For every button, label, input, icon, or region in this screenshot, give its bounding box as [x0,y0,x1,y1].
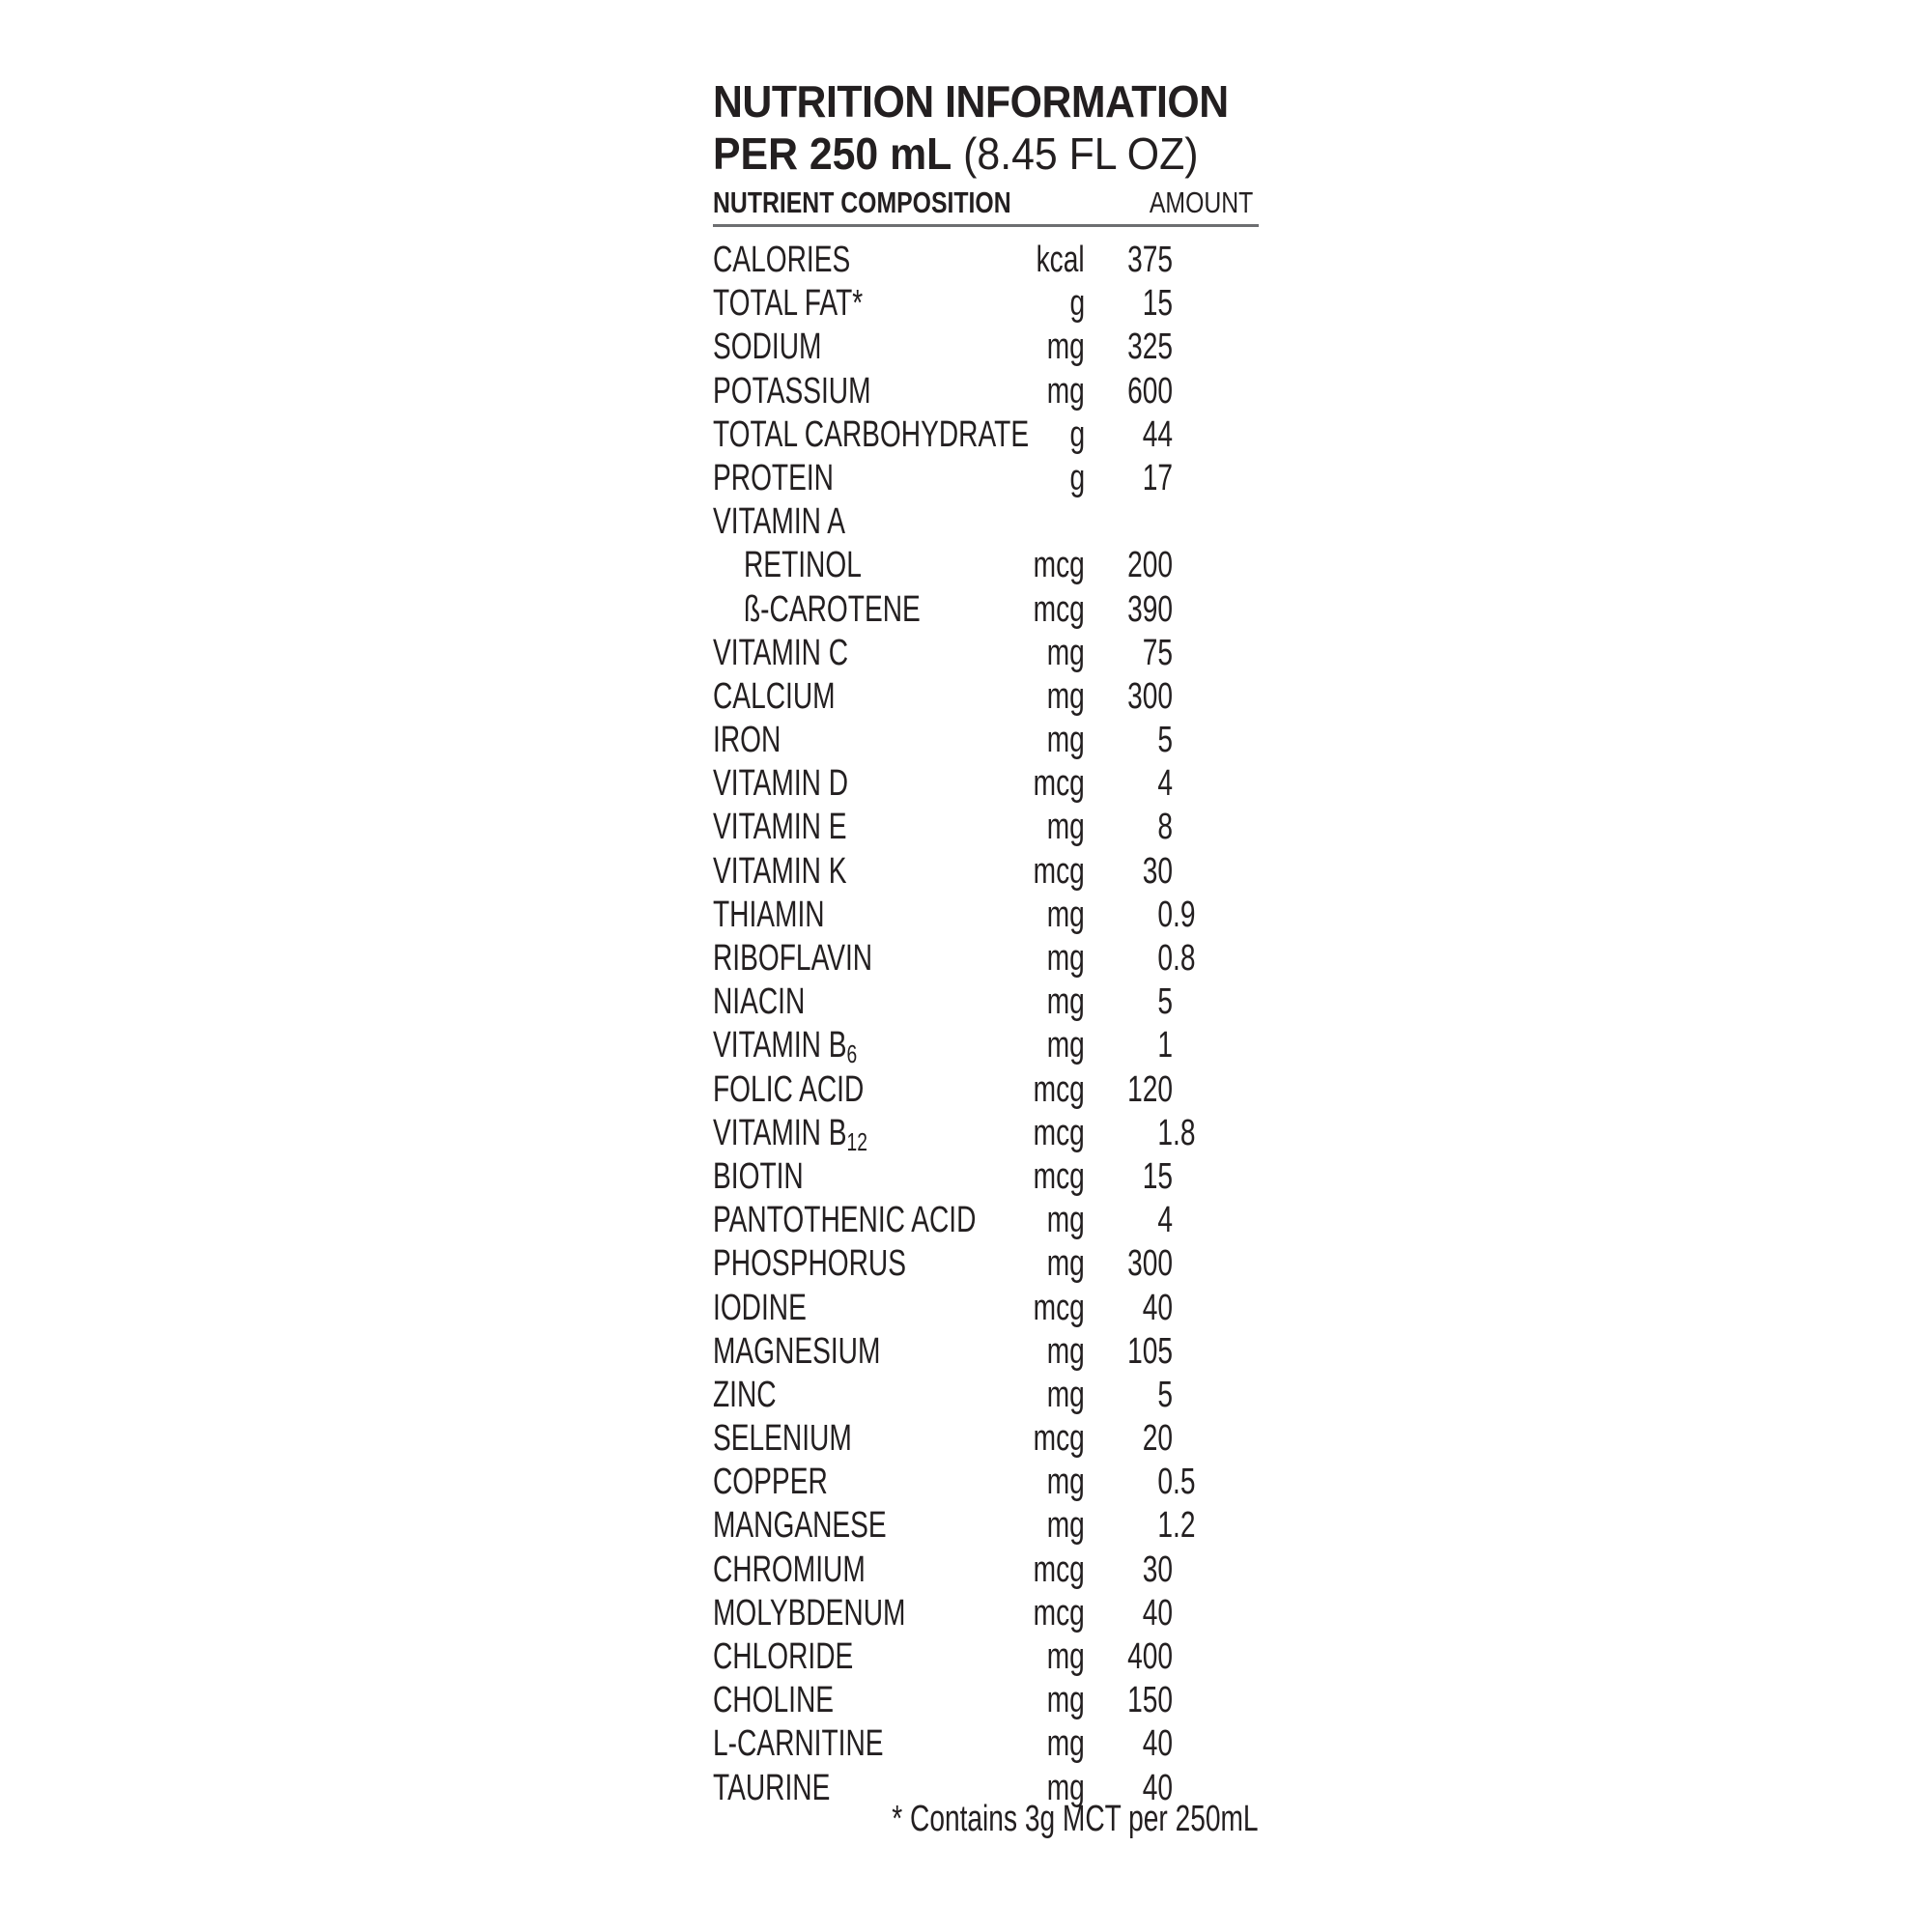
nutrient-unit: mcg [1033,1418,1085,1460]
nutrient-amount [1104,675,1247,719]
nutrient-amount [1104,1635,1247,1679]
nutrient-name-text: CHOLINE [713,1680,835,1721]
nutrient-amount-integer: 40 [1142,1287,1174,1328]
nutrient-amount [1104,850,1247,894]
nutrient-unit: kcal [1036,240,1085,280]
nutrient-amount-integer: 1 [1157,1112,1174,1153]
nutrient-amount-integer: 17 [1142,457,1174,498]
nutrient-unit: g [1069,457,1085,498]
nutrient-name [713,1068,864,1112]
nutrient-amount [1104,1287,1247,1330]
nutrient-unit: mg [1046,632,1085,673]
nutrient-unit: mcg [1033,1592,1085,1634]
nutrient-amount [1104,544,1247,587]
nutrient-name [713,370,871,413]
nutrient-name-text: TOTAL CARBOHYDRATE [713,413,1030,455]
nutrient-amount [1104,1461,1247,1504]
nutrient-amount [1104,1592,1247,1635]
nutrient-name-text: VITAMIN A [713,501,845,543]
nutrient-name-text: IRON [713,720,781,761]
nutrient-amount [1104,500,1247,544]
nutrient-name [713,1461,828,1504]
nutrient-amount-integer: 150 [1127,1680,1174,1721]
nutrient-amount-decimal: .8 [1173,938,1196,979]
nutrient-row [713,1068,1259,1112]
nutrient-unit: mg [1046,894,1085,935]
nutrient-name-text: ZINC [713,1374,777,1415]
nutrient-name [744,544,862,587]
nutrient-name [713,719,781,762]
nutrient-name-subscript: 6 [846,1039,858,1069]
nutrient-name-text: BIOTIN [713,1155,804,1197]
nutrient-row [713,1287,1259,1330]
nutrient-name [713,937,872,980]
nutrient-name [713,1592,905,1635]
serving-size-metric: PER 250 mL [713,128,952,179]
column-header-amount: AMOUNT [1149,185,1253,219]
nutrient-name [713,1155,804,1199]
nutrient-name [713,1504,887,1548]
nutrient-name [713,1635,853,1679]
nutrient-amount-integer: 1 [1157,1025,1174,1066]
nutrient-amount-integer: 375 [1127,240,1174,280]
nutrient-name [713,894,825,937]
nutrient-name-text: MAGNESIUM [713,1330,881,1372]
nutrient-amount [1104,762,1247,806]
nutrient-unit: mg [1046,1374,1085,1415]
nutrient-row [713,1155,1259,1199]
nutrient-name-text: NIACIN [713,981,806,1023]
nutrient-unit: mg [1046,370,1085,412]
nutrient-row [713,980,1259,1024]
nutrient-unit: mg [1046,1200,1085,1241]
nutrient-row [713,1024,1259,1067]
nutrient-amount-integer: 1 [1157,1505,1174,1547]
nutrient-name [713,762,848,806]
nutrient-amount-integer: 200 [1127,545,1174,586]
nutrient-unit: mg [1046,1680,1085,1721]
nutrient-unit: g [1069,283,1085,325]
nutrient-name [713,1330,880,1374]
nutrient-name-text: L-CARNITINE [713,1723,884,1765]
nutrient-row [713,1722,1259,1766]
footnote [0,1799,1259,1840]
nutrient-amount-integer: 600 [1127,370,1174,412]
nutrient-amount [1104,1417,1247,1461]
nutrient-amount-integer: 0 [1157,938,1174,979]
nutrient-name [713,413,1029,457]
nutrient-amount [1104,1242,1247,1286]
nutrient-name [713,500,845,544]
nutrient-name-text: MANGANESE [713,1505,887,1547]
nutrient-unit: g [1069,413,1085,455]
nutrient-name-text: POTASSIUM [713,370,871,412]
nutrient-name-text: VITAMIN D [713,763,849,805]
nutrient-list [713,239,1259,1810]
nutrient-amount [1104,1330,1247,1374]
nutrient-name-text: VITAMIN B [713,1025,847,1066]
nutrient-amount-integer: 20 [1142,1418,1174,1460]
nutrient-name-text: RIBOFLAVIN [713,938,873,979]
nutrient-name-text: CALCIUM [713,675,836,717]
nutrient-name-text: COPPER [713,1462,828,1503]
nutrient-name-text: CHLORIDE [713,1636,854,1677]
nutrient-row [713,370,1259,413]
nutrient-row [713,1330,1259,1374]
nutrient-name [713,1374,777,1417]
nutrient-amount [1104,370,1247,413]
nutrient-unit: mcg [1033,1155,1085,1197]
nutrient-name [713,675,836,719]
nutrient-row [713,1635,1259,1679]
nutrient-name [713,1417,852,1461]
nutrient-row [713,457,1259,500]
nutrient-unit: mg [1046,1636,1085,1677]
nutrient-name-text: TAURINE [713,1767,831,1808]
nutrient-amount [1104,1199,1247,1242]
nutrient-row [713,1199,1259,1242]
nutrient-name-text: PROTEIN [713,457,834,498]
nutrient-row [713,1242,1259,1286]
nutrient-amount [1104,1722,1247,1766]
nutrient-name-text: THIAMIN [713,894,825,935]
nutrient-unit: mg [1046,1025,1085,1066]
nutrient-amount-integer: 0 [1157,894,1174,935]
nutrient-row [713,500,1259,544]
nutrient-amount [1104,588,1247,632]
nutrient-name-text: IODINE [713,1287,807,1328]
nutrient-row [713,937,1259,980]
nutrient-unit: mcg [1033,588,1085,630]
nutrient-name-text: PHOSPHORUS [713,1243,907,1285]
nutrient-unit: mcg [1033,1548,1085,1590]
nutrient-row [713,1679,1259,1722]
nutrient-row [713,1461,1259,1504]
nutrient-amount-integer: 300 [1127,1243,1174,1285]
nutrient-name [713,1679,834,1722]
nutrient-name-text: VITAMIN B [713,1112,847,1153]
nutrient-name [713,326,821,369]
nutrient-row [713,632,1259,675]
nutrient-amount [1104,806,1247,849]
nutrient-amount [1104,1024,1247,1067]
nutrient-amount [1104,457,1247,500]
nutrient-row [713,544,1259,587]
nutrient-amount-integer: 5 [1157,1374,1174,1415]
nutrient-amount [1104,239,1247,282]
nutrient-amount-integer: 400 [1127,1636,1174,1677]
nutrient-name [713,1242,906,1286]
nutrient-unit: mcg [1033,763,1085,805]
nutrient-amount [1104,1112,1247,1155]
nutrient-name [713,806,847,849]
nutrient-name [713,632,848,675]
nutrient-amount [1104,1679,1247,1722]
nutrient-unit: mcg [1033,1068,1085,1110]
nutrient-amount-integer: 105 [1127,1330,1174,1372]
nutrient-amount-decimal: .2 [1173,1505,1196,1547]
nutrient-amount-integer: 30 [1142,1548,1174,1590]
nutrient-name-text: MOLYBDENUM [713,1592,906,1634]
nutrient-name-text: VITAMIN C [713,632,849,673]
nutrient-row [713,413,1259,457]
nutrient-unit: mg [1046,1723,1085,1765]
nutrient-name-text: FOLIC ACID [713,1068,865,1110]
nutrient-amount [1104,894,1247,937]
nutrient-row [713,282,1259,326]
nutrient-row [713,675,1259,719]
nutrient-amount-integer: 4 [1157,1200,1174,1241]
nutrient-amount-integer: 15 [1142,283,1174,325]
nutrient-name-text: VITAMIN E [713,807,847,848]
nutrient-name-subscript: 12 [846,1126,867,1156]
nutrient-amount [1104,1155,1247,1199]
nutrient-row [713,806,1259,849]
nutrient-row [713,850,1259,894]
nutrient-row [713,326,1259,369]
nutrient-unit: mg [1046,1243,1085,1285]
nutrient-amount-integer: 300 [1127,675,1174,717]
nutrient-unit: mg [1046,1462,1085,1503]
nutrient-row [713,1504,1259,1548]
nutrient-amount-integer: 5 [1157,720,1174,761]
nutrient-name [713,239,850,282]
nutrient-row [713,762,1259,806]
nutrient-unit: mcg [1033,1287,1085,1328]
nutrient-name [713,282,863,326]
nutrient-name [713,1548,866,1592]
nutrient-name [713,980,805,1024]
nutrient-name [744,588,921,632]
nutrient-amount [1104,937,1247,980]
nutrient-name-text: TOTAL FAT* [713,283,864,325]
nutrient-row [713,1592,1259,1635]
serving-size [713,128,1220,180]
nutrient-amount-integer: 325 [1127,327,1174,368]
nutrient-name [713,1199,976,1242]
nutrient-unit: mg [1046,720,1085,761]
nutrient-amount [1104,1548,1247,1592]
nutrient-amount-integer: 40 [1142,1723,1174,1765]
nutrient-amount [1104,980,1247,1024]
nutrient-amount-decimal: .8 [1173,1112,1196,1153]
nutrient-unit: mg [1046,327,1085,368]
nutrient-name [713,457,834,500]
nutrient-unit: mg [1046,981,1085,1023]
nutrient-row [713,1112,1259,1155]
nutrient-name-text: SELENIUM [713,1418,852,1460]
nutrient-name-text: RETINOL [744,545,862,586]
nutrient-row [713,1548,1259,1592]
nutrient-amount [1104,632,1247,675]
nutrient-amount [1104,1374,1247,1417]
nutrient-amount-integer: 44 [1142,413,1174,455]
nutrient-row [713,239,1259,282]
nutrient-unit: mg [1046,1330,1085,1372]
nutrient-amount [1104,719,1247,762]
nutrient-name-text: SODIUM [713,327,822,368]
nutrient-row [713,719,1259,762]
column-header [713,182,1259,227]
nutrient-unit: mg [1046,807,1085,848]
panel-title: NUTRITION INFORMATION [713,76,1229,127]
nutrient-name-text: VITAMIN K [713,850,847,892]
nutrient-amount-integer: 8 [1157,807,1174,848]
nutrient-amount-decimal: .5 [1173,1462,1196,1503]
nutrient-unit: mg [1046,675,1085,717]
nutrient-unit: mg [1046,938,1085,979]
nutrient-amount-integer: 75 [1142,632,1174,673]
nutrient-name [713,1722,884,1766]
nutrient-name [713,850,847,894]
nutrient-row [713,588,1259,632]
nutrient-row [713,894,1259,937]
nutrient-name-text: CHROMIUM [713,1548,866,1590]
nutrient-amount-integer: 120 [1127,1068,1174,1110]
nutrient-amount [1104,326,1247,369]
nutrient-amount-integer: 30 [1142,850,1174,892]
nutrient-amount [1104,282,1247,326]
serving-size-imperial: (8.45 FL OZ) [963,128,1199,179]
nutrient-amount-integer: 40 [1142,1592,1174,1634]
nutrient-row [713,1374,1259,1417]
nutrient-amount-integer: 4 [1157,763,1174,805]
column-header-nutrient: NUTRIENT COMPOSITION [713,185,1011,219]
nutrient-amount-integer: 0 [1157,1462,1174,1503]
nutrient-amount-integer: 5 [1157,981,1174,1023]
nutrient-amount-decimal: .9 [1173,894,1196,935]
nutrient-amount [1104,1068,1247,1112]
nutrient-amount [1104,1504,1247,1548]
nutrient-unit: mg [1046,1767,1085,1808]
nutrient-unit: mcg [1033,1112,1085,1153]
nutrient-row [713,1417,1259,1461]
nutrient-unit: mcg [1033,545,1085,586]
nutrient-name-text: CALORIES [713,240,851,280]
nutrient-name [713,1287,807,1330]
nutrient-amount-integer: 15 [1142,1155,1174,1197]
nutrient-amount-integer: 40 [1142,1767,1174,1808]
nutrient-name-text: ß-CAROTENE [744,588,921,630]
nutrition-panel [713,75,1259,1810]
nutrient-amount-integer: 390 [1127,588,1174,630]
nutrient-name-text: PANTOTHENIC ACID [713,1200,977,1241]
footnote-text: * Contains 3g MCT per 250mL [892,1799,1259,1839]
nutrient-amount [1104,413,1247,457]
nutrient-unit: mg [1046,1505,1085,1547]
nutrient-unit: mcg [1033,850,1085,892]
